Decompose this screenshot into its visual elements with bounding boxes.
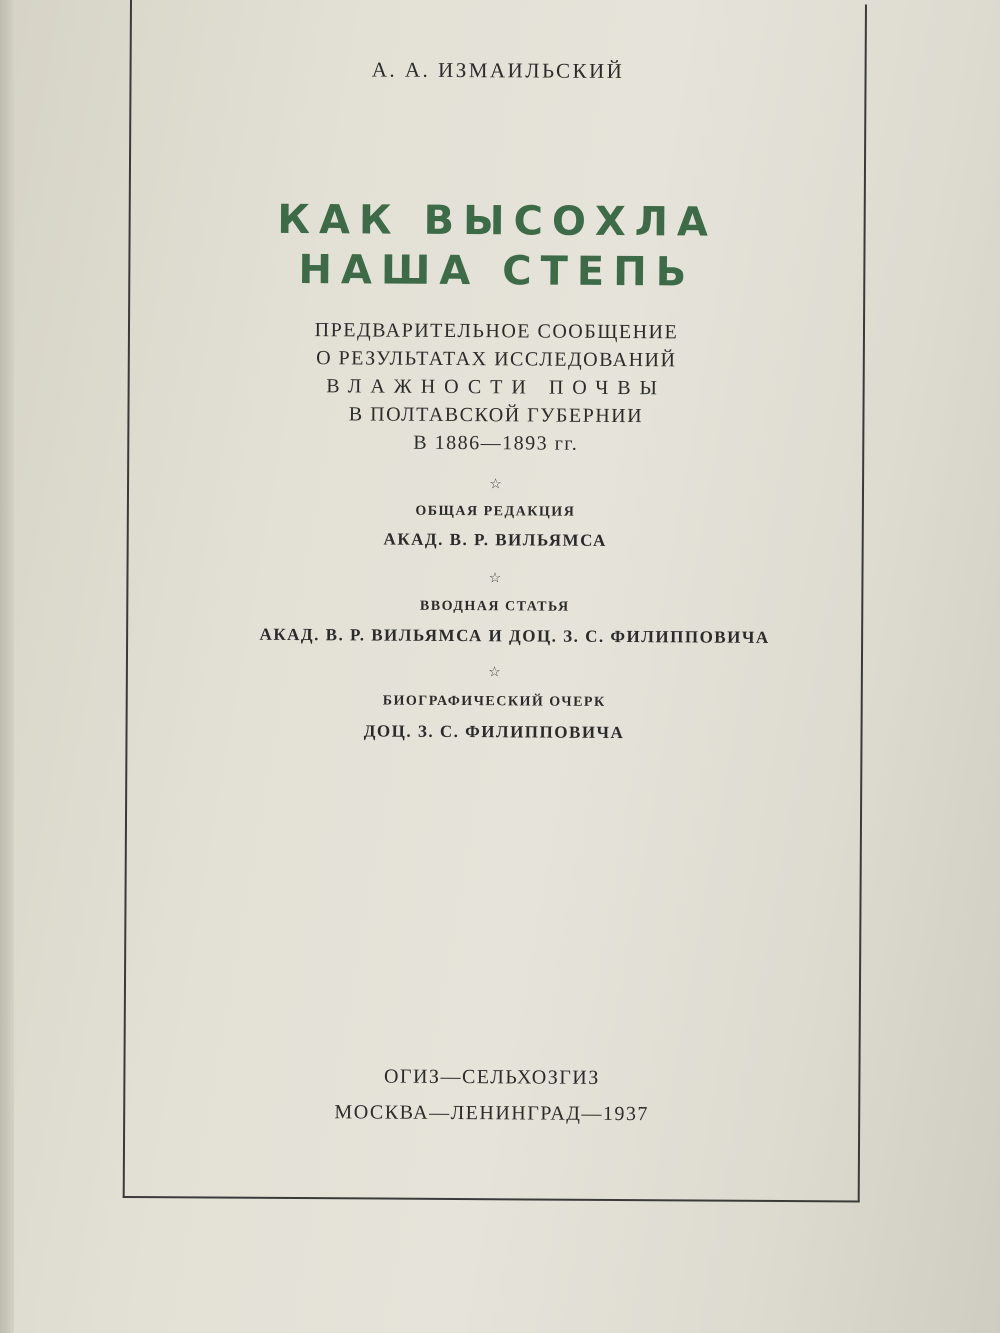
- author-name: А. А. ИЗМАИЛЬСКИЙ: [371, 57, 625, 84]
- subtitle-line-5: В 1886—1893 гг.: [413, 431, 579, 455]
- star-icon: ☆: [488, 665, 501, 681]
- title-page-frame: [123, 0, 867, 1202]
- credit-name-intro: АКАД. В. Р. ВИЛЬЯМСА И ДОЦ. З. С. ФИЛИППОВИЧА: [259, 624, 770, 647]
- book-title-line-2: НАША СТЕПЬ: [298, 247, 696, 296]
- credit-role-biography: БИОГРАФИЧЕСКИЙ ОЧЕРК: [382, 693, 606, 710]
- page-edge: [0, 0, 14, 1333]
- credit-name-editor: АКАД. В. Р. ВИЛЬЯМСА: [383, 529, 607, 550]
- star-icon: ☆: [489, 477, 502, 493]
- star-icon: ☆: [488, 571, 502, 587]
- subtitle-line-1: ПРЕДВАРИТЕЛЬНОЕ СООБЩЕНИЕ: [314, 319, 679, 344]
- credit-name-biography: ДОЦ. З. С. ФИЛИППОВИЧА: [363, 721, 625, 743]
- book-title-line-1: КАК ВЫСОХЛА: [277, 196, 718, 246]
- subtitle-line-4: В ПОЛТАВСКОЙ ГУБЕРНИИ: [348, 403, 644, 428]
- publisher: ОГИЗ—СЕЛЬХОЗГИЗ: [383, 1065, 600, 1089]
- subtitle-line-3: ВЛАЖНОСТИ ПОЧВЫ: [326, 375, 667, 400]
- subtitle-line-2: О РЕЗУЛЬТАТАХ ИССЛЕДОВАНИЙ: [316, 347, 677, 372]
- credit-role-intro: ВВОДНАЯ СТАТЬЯ: [419, 598, 570, 615]
- credit-role-editor: ОБЩАЯ РЕДАКЦИЯ: [415, 503, 576, 520]
- imprint-place-year: МОСКВА—ЛЕНИНГРАД—1937: [334, 1101, 650, 1126]
